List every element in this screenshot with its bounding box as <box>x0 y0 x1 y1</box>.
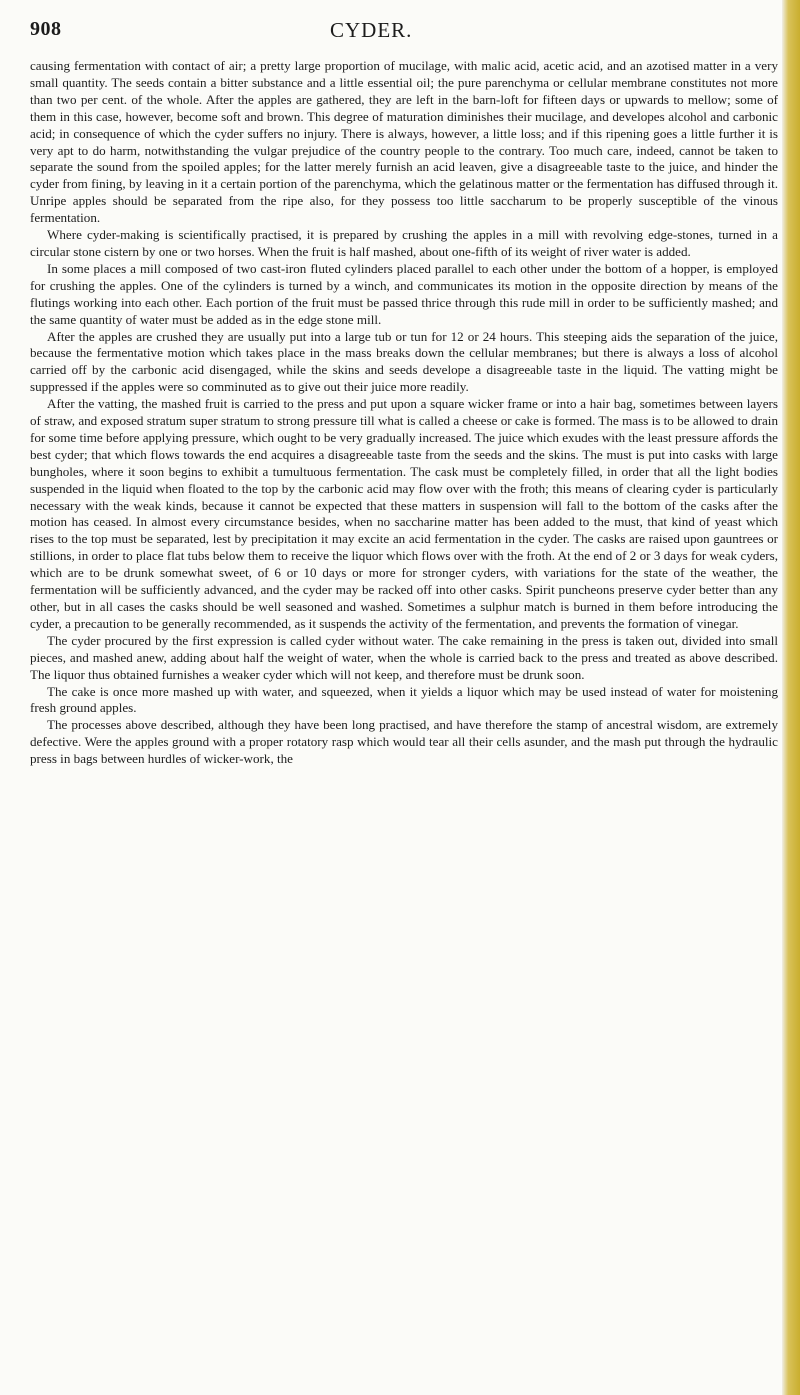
body-text <box>30 58 778 768</box>
running-head: CYDER. <box>330 18 413 42</box>
paragraph-5: After the vatting, the mashed fruit is carried to the press and put upon a square wicker frame or into a hair bag, sometimes between layers of straw, and exposed stratum super stratum to strong pressure till what is called a cheese or cake is formed. The mass is to be allowed to drain for some time before applying pressure, which ought to be very gradually increased. The juice which exudes with the least pressure affords the best cyder; that which flows towards the end acquires a disagreeable taste from the seeds and the skins. The must is put into casks with large bungholes, where it soon begins to exhibit a tumultuous fermentation. The cask must be completely filled, in order that all the light bodies suspended in the liquid when floated to the top by the carbonic acid may flow over with the froth; this means of clearing cyder is particularly necessary with the weak kinds, because it cannot be expected that these matters in suspension will fall to the bottom of the casks after the motion has ceased. In almost every circumstance besides, when no saccharine matter has been added to the must, that kind of yeast which rises to the top must be separated, lest by precipitation it may excite an acid fermentation in the cyder. The casks are raised upon gauntrees or stillions, in order to place flat tubs below them to receive the liquor which flows over with the froth. At the end of 2 or 3 days for weak cyders, which are to be drunk somewhat sweet, of 6 or 10 days or more for stronger cyders, with variations for the state of the weather, the fermentation will be sufficiently advanced, and the cyder may be racked off into other casks. Spirit puncheons preserve cyder better than any other, but in all cases the casks should be well seasoned and washed. Sometimes a sulphur match is burned in them before introducing the cyder, a precaution to be generally recommended, as it suspends the activity of the fermentation, and prevents the formation of vinegar. <box>30 396 778 631</box>
paragraph-2: Where cyder-making is scientifically practised, it is prepared by crushing the apples in a mill with revolving edge-stones, turned in a circular stone cistern by one or two horses. When the fruit is half mashed, about one-fifth of its weight of river water is added. <box>30 227 778 259</box>
paragraph-8: The processes above described, although they have been long practised, and have therefore the stamp of ancestral wisdom, are extremely defective. Were the apples ground with a proper rotatory rasp which would tear all their cells asunder, and the mash put through the hydraulic press in bags between hurdles of wicker-work, the <box>30 717 778 767</box>
paragraph-7: The cake is once more mashed up with water, and squeezed, when it yields a liquor which may be used instead of water for moistening fresh ground apples. <box>30 683 778 716</box>
paragraph-1: causing fermentation with contact of air; a pretty large proportion of mucilage, with malic acid, acetic acid, and an azotised matter in a very small quantity. The seeds contain a bitter substance and a little essential oil; the pure parenchyma or cellular membrane constitutes not more than two per cent. of the whole. After the apples are gathered, they are left in the barn-loft for fifteen days or upwards to mellow; some of them in this case, however, become soft and brown. This degree of maturation diminishes their mucilage, and developes alcohol and carbonic acid; in consequence of which the cyder suffers no injury. There is always, however, a little loss; and if this ripening goes a little further it is very apt to do harm, notwithstanding the vulgar prejudice of the country people to the contrary. Too much care, indeed, cannot be taken to separate the sound from the spoiled apples; for the latter merely furnish an acid leaven, give a disagreeable taste to the juice, and hinder the cyder from fining, by leaving in it a certain portion of the parenchyma, which the gelatinous matter or the fermentation has diffused through it. Unripe apples should be separated from the ripe also, for they possess too little saccharum to be properly susceptible of the vinous fermentation. <box>30 58 778 226</box>
page-edge <box>782 0 800 1395</box>
page-number: 908 <box>30 18 62 40</box>
paragraph-6: The cyder procured by the first expression is called cyder without water. The cake remaining in the press is taken out, divided into small pieces, and mashed anew, adding about half the weight of water, when the whole is carried back to the press and treated as above described. The liquor thus obtained furnishes a weaker cyder which will not keep, and therefore must be drunk soon. <box>30 632 778 682</box>
paragraph-3: In some places a mill composed of two cast-iron fluted cylinders placed parallel to each other under the bottom of a hopper, is employed for crushing the apples. One of the cylinders is turned by a winch, and communicates its motion in the opposite direction by means of the flutings working into each other. Each portion of the fruit must be passed thrice through this rude mill in order to be sufficiently mashed; and the same quantity of water must be added as in the edge stone mill. <box>30 260 778 327</box>
paragraph-4: After the apples are crushed they are usually put into a large tub or tun for 12 or 24 hours. This steeping aids the separation of the juice, because the fermentative motion which takes place in the mass breaks down the cellular membranes; but there is always a loss of alcohol carried off by the carbonic acid disengaged, while the skins and seeds develope a disagreeable taste in the liquid. The vatting might be suppressed if the apples were so comminuted as to give out their juice more readily. <box>30 328 778 395</box>
